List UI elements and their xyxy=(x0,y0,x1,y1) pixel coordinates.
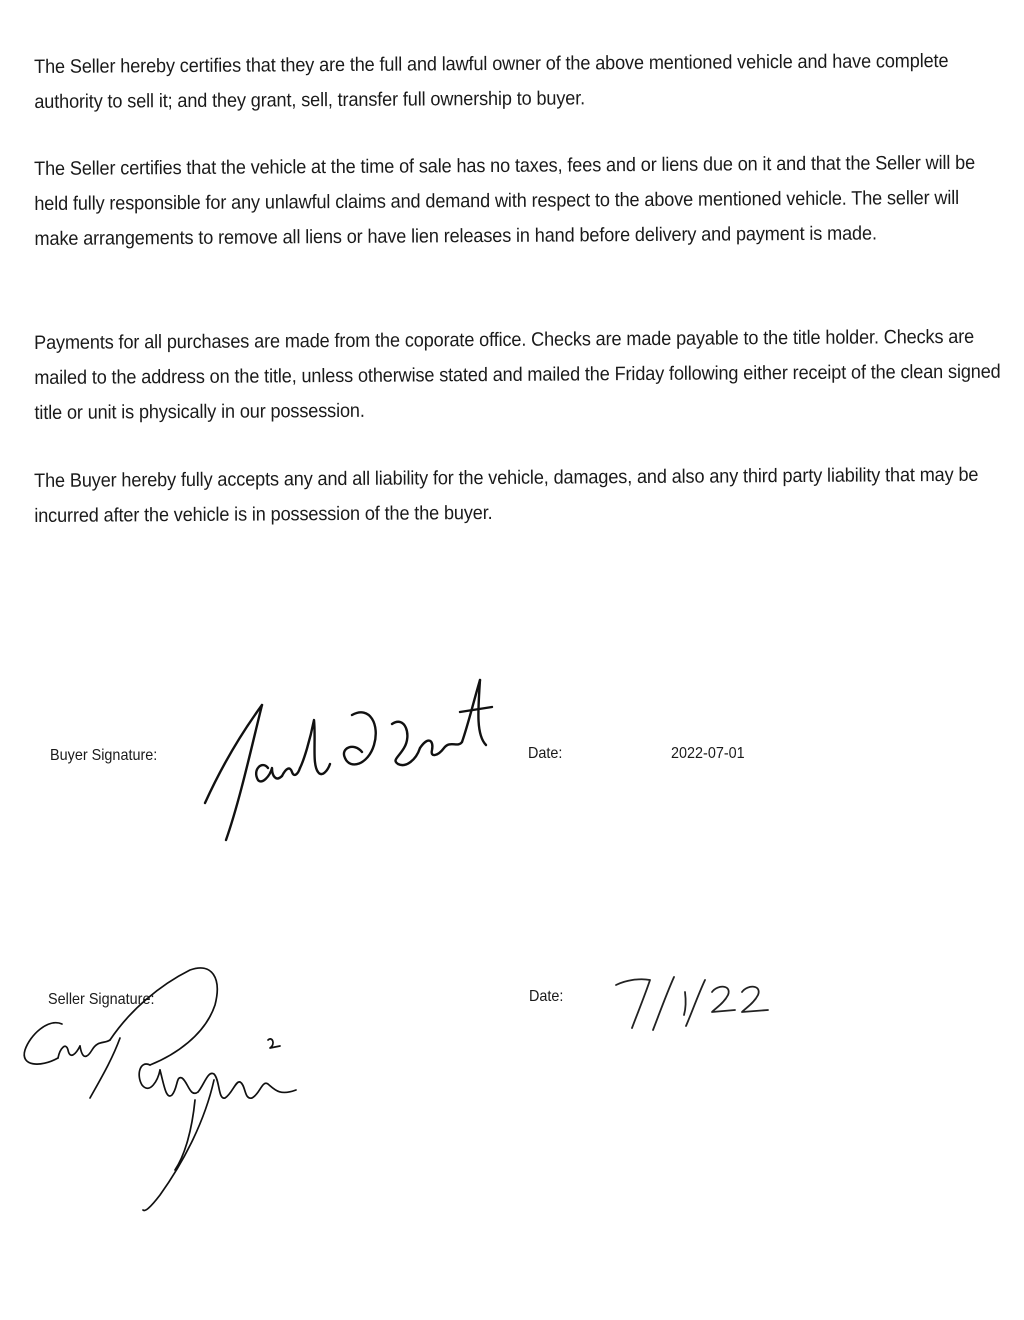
buyer-date-label: Date: xyxy=(528,745,563,762)
payments-paragraph: Payments for all purchases are made from the coporate office. Checks are made payable to the title holder. Checks are mailed to the address on the title, unless otherwise stated and mailed the Friday following either receipt of the clean signed title or unit is physically in our possession. xyxy=(34,325,1001,424)
seller-date-label: Date: xyxy=(529,988,564,1005)
buyer-signature-label: Buyer Signature: xyxy=(50,747,158,764)
ownership-paragraph: The Seller hereby certifies that they are the full and lawful owner of the above mentioned vehicle and have complete authority to sell it; and they grant, sell, transfer full ownership to buyer. xyxy=(34,49,949,113)
liability-paragraph: The Buyer hereby fully accepts any and all liability for the vehicle, damages, and also any third party liability that may be incurred after the vehicle is in possession of the the buyer. xyxy=(34,463,979,527)
buyer-date-value: 2022-07-01 xyxy=(671,745,745,762)
liens-paragraph: The Seller certifies that the vehicle at the time of sale has no taxes, fees and or liens due on it and that the Seller will be held fully responsible for any unlawful claims and demand with respect to the above mentioned vehicle. The seller will make arrangements to remove all liens or have lien releases in hand before delivery and payment is made. xyxy=(34,151,976,250)
seller-signature-label: Seller Signature: xyxy=(48,991,155,1008)
